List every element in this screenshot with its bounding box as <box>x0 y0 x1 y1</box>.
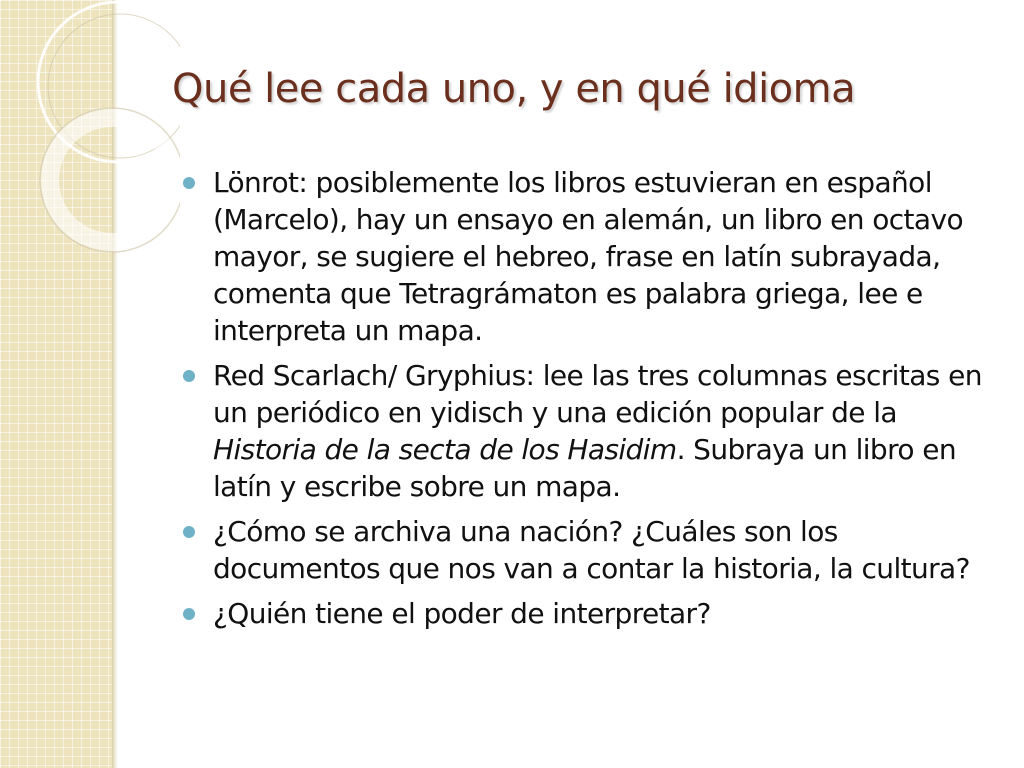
bullet-list <box>180 164 990 640</box>
bullet-text: ¿Quién tiene el poder de interpretar? <box>213 597 711 630</box>
bullet-item <box>180 595 990 632</box>
bullet-dot-icon <box>183 177 195 189</box>
book-title-italic: Historia de la secta de los Hasidim <box>213 433 677 466</box>
slide-title: Qué lee cada uno, y en qué idioma <box>172 66 856 112</box>
decorative-circles-icon <box>0 0 180 260</box>
bullet-item <box>180 164 990 349</box>
bullet-text: ¿Cómo se archiva una nación? ¿Cuáles son los documentos que nos van a contar la historia, la cultura? <box>213 515 970 585</box>
bullet-item <box>180 513 990 587</box>
bullet-text-continued: . Subraya un libro en latín y escribe sobre un mapa. <box>213 433 956 503</box>
bullet-item <box>180 357 990 505</box>
bullet-dot-icon <box>183 608 195 620</box>
bullet-dot-icon <box>183 370 195 382</box>
bullet-dot-icon <box>183 526 195 538</box>
bullet-text: Lönrot: posiblemente los libros estuvieran en español (Marcelo), hay un ensayo en alemán, un libro en octavo mayor, se sugiere el hebreo, frase en latín subrayada, comenta que Tetragrámaton es palabra griega, lee e interpreta un mapa. <box>213 166 963 347</box>
bullet-text: Red Scarlach/ Gryphius: lee las tres columnas escritas en un periódico en yidisch y una edición popular de la <box>213 359 982 429</box>
